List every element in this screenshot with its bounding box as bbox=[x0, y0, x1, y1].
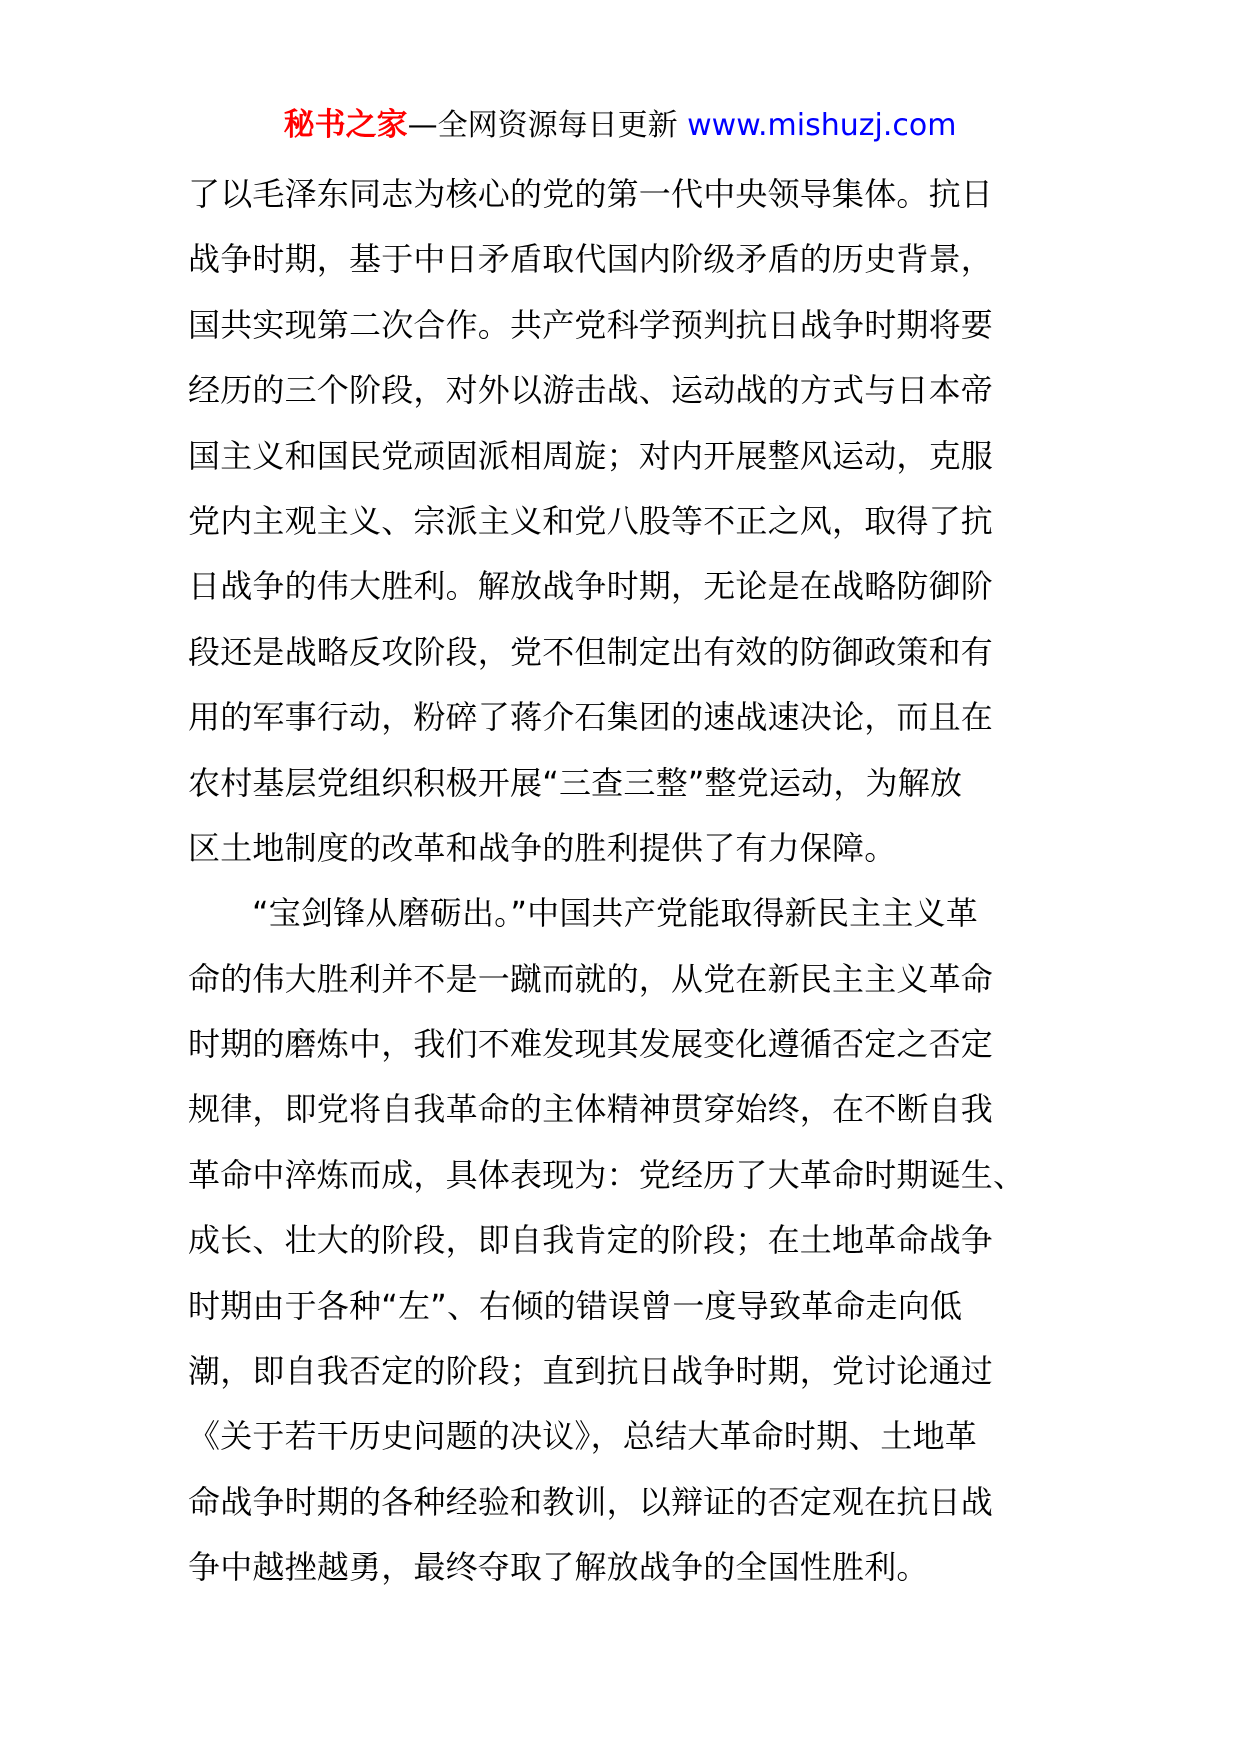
text-line: 规律，即党将自我革命的主体精神贯穿始终，在不断自我 bbox=[188, 1090, 994, 1129]
text-line: 潮，即自我否定的阶段；直到抗日战争时期，党讨论通过 bbox=[188, 1352, 994, 1391]
page-header bbox=[0, 100, 1240, 151]
text-line: 时期的磨炼中，我们不难发现其发展变化遵循否定之否定 bbox=[188, 1025, 994, 1064]
text-line: 党内主观主义、宗派主义和党八股等不正之风，取得了抗 bbox=[188, 501, 994, 540]
text-line: 命的伟大胜利并不是一蹴而就的，从党在新民主主义革命 bbox=[188, 959, 994, 998]
text-line: 经历的三个阶段，对外以游击战、运动战的方式与日本帝 bbox=[188, 371, 994, 410]
text-line: 国共实现第二次合作。共产党科学预判抗日战争时期将要 bbox=[188, 305, 994, 344]
text-line: 区土地制度的改革和战争的胜利提供了有力保障。 bbox=[188, 828, 897, 867]
text-line: 战争时期，基于中日矛盾取代国内阶级矛盾的历史背景， bbox=[188, 240, 994, 279]
brand-name: 秘书之家 bbox=[283, 107, 408, 143]
text-line: 国主义和国民党顽固派相周旋；对内开展整风运动，克服 bbox=[188, 436, 994, 475]
header-tagline: —全网资源每日更新 bbox=[407, 108, 678, 143]
body-text bbox=[188, 162, 1058, 1601]
text-line: 时期由于各种“左”、右倾的错误曾一度导致革命走向低 bbox=[188, 1286, 963, 1325]
text-line: 命战争时期的各种经验和教训，以辩证的否定观在抗日战 bbox=[188, 1482, 994, 1521]
paragraph-1 bbox=[188, 162, 1058, 881]
text-line: 革命中淬炼而成，具体表现为：党经历了大革命时期诞生、 bbox=[188, 1155, 1026, 1194]
text-line: 了以毛泽东同志为核心的党的第一代中央领导集体。抗日 bbox=[188, 175, 994, 213]
text-line: 用的军事行动，粉碎了蒋介石集团的速战速决论，而且在 bbox=[188, 698, 994, 737]
paragraph-2 bbox=[188, 881, 1058, 1600]
header-url[interactable]: www.mishuzj.com bbox=[687, 108, 957, 143]
text-line: 成长、壮大的阶段，即自我肯定的阶段；在土地革命战争 bbox=[188, 1221, 994, 1260]
text-line: 《关于若干历史问题的决议》，总结大革命时期、土地革 bbox=[188, 1417, 978, 1456]
text-line: “宝剑锋从磨砺出。”中国共产党能取得新民主主义革 bbox=[252, 894, 978, 933]
text-line: 争中越挫越勇，最终夺取了解放战争的全国性胜利。 bbox=[188, 1548, 929, 1587]
text-line: 农村基层党组织积极开展“三查三整”整党运动，为解放 bbox=[188, 763, 963, 802]
text-line: 段还是战略反攻阶段，党不但制定出有效的防御政策和有 bbox=[188, 632, 994, 671]
text-line: 日战争的伟大胜利。解放战争时期，无论是在战略防御阶 bbox=[188, 567, 994, 606]
